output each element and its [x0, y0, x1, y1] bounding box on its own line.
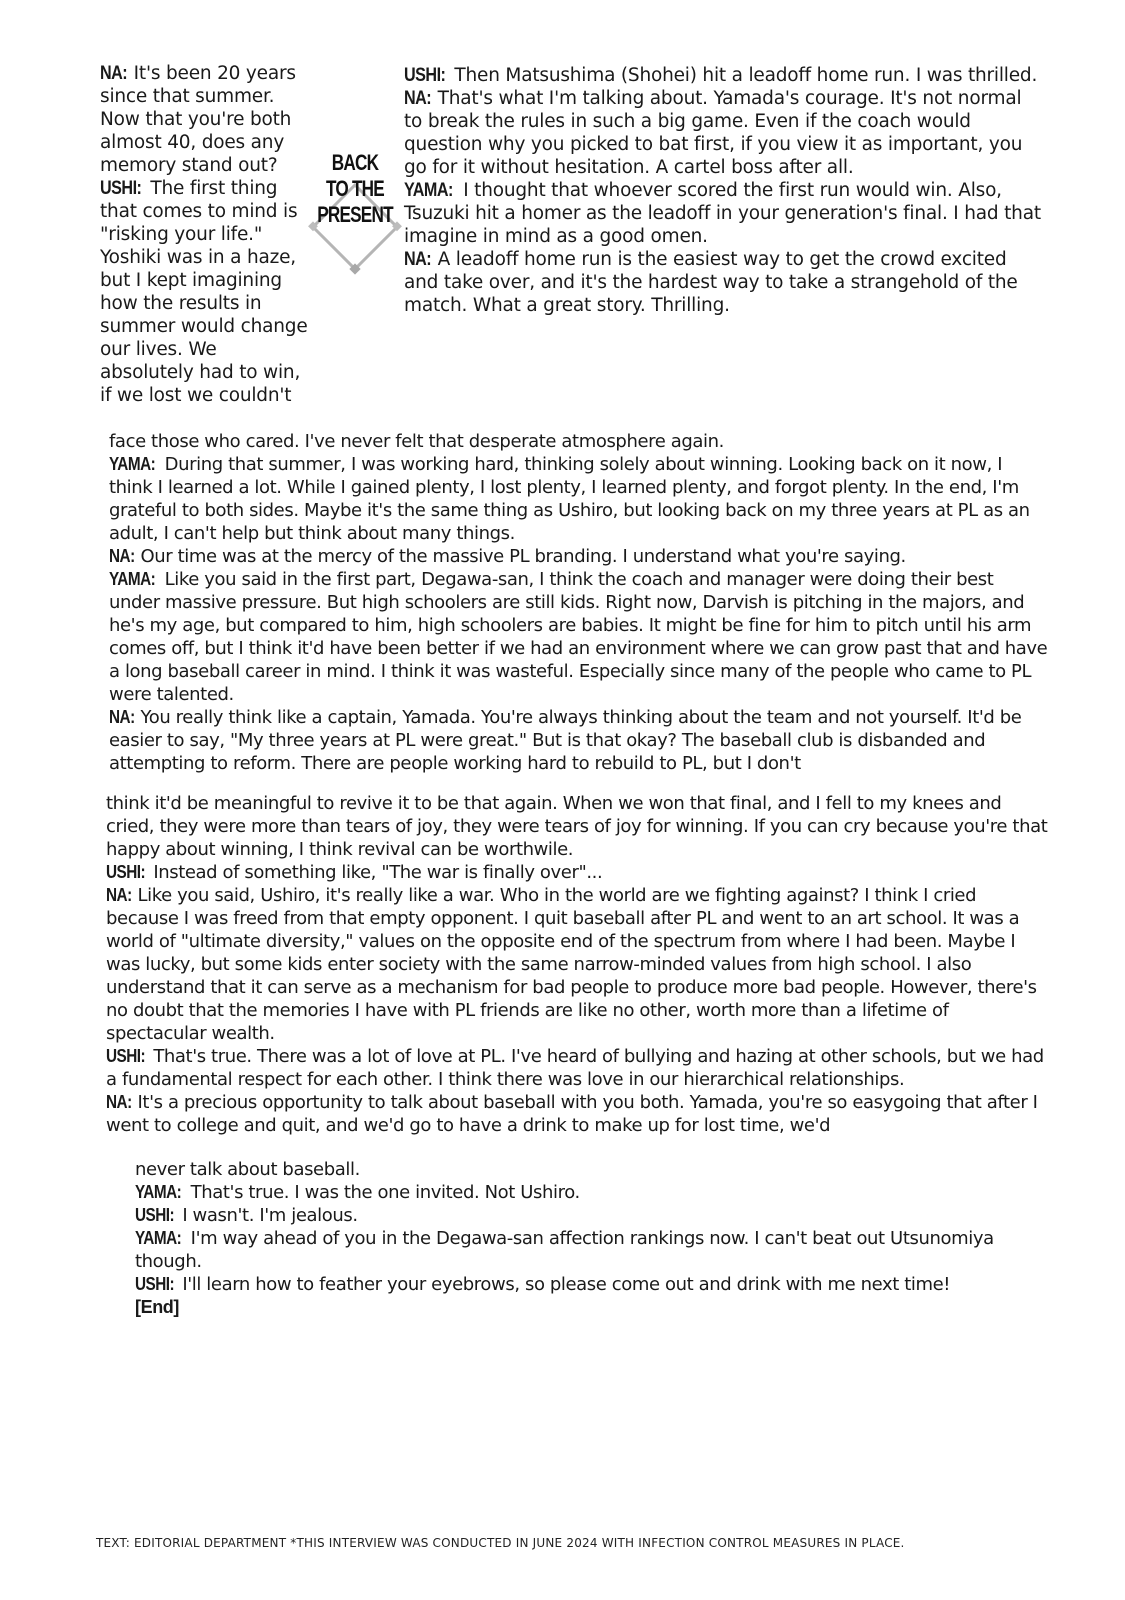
dialogue-line: [135, 1158, 1045, 1181]
speaker-label: YAMA:: [135, 1182, 182, 1202]
dialogue-line: [404, 248, 1044, 317]
dialogue-line: [100, 177, 310, 407]
speaker-label: USHI:: [106, 1046, 146, 1066]
dialogue-line: [109, 568, 1049, 706]
badge-line-3: PRESENT: [317, 202, 393, 227]
speaker-label: NA:: [100, 63, 128, 84]
dialogue-text: During that summer, I was working hard, thinking solely about winning. Looking back on it now, I think I learned a lot. While I gained plenty, I lost plenty, I learned plenty, and forgot plenty. In the end, I'm grateful to both sides. Maybe it's the same thing as Ushiro, but looking back on my three years at PL as an adult, I can't help but think about many things.: [109, 454, 1030, 544]
speaker-label: NA:: [106, 885, 132, 905]
dialogue-text: I'll learn how to feather your eyebrows, so please come out and drink with me next time!: [177, 1274, 951, 1295]
dialogue-text: I wasn't. I'm jealous.: [177, 1205, 358, 1226]
dialogue-line: [106, 1045, 1051, 1091]
speaker-label: USHI:: [404, 65, 446, 86]
badge-line-2: TO THE: [326, 176, 384, 201]
dialogue-text: That's true. I was the one invited. Not Ushiro.: [185, 1182, 580, 1203]
dialogue-text: Like you said, Ushiro, it's really like a war. Who in the world are we fighting against? I think I cried because I was freed from that empty opponent. I quit baseball after PL and went to an art school. It was a world of "ultimate diversity," values on the opposite end of the spectrum from where I had been. Maybe I was lucky, but some kids enter society with the same narrow-minded values from high school. I also understand that it can serve as a mechanism for bad people to produce more bad people. However, there's no doubt that the memories I have with PL friends are like no other, worth more than a lifetime of spectacular wealth.: [106, 885, 1037, 1044]
dialogue-text: Then Matsushima (Shohei) hit a leadoff home run. I was thrilled.: [448, 65, 1038, 86]
badge-line-1: BACK: [331, 150, 379, 175]
dialogue-text: Our time was at the mercy of the massive PL branding. I understand what you're saying.: [135, 546, 906, 567]
dialogue-text: never talk about baseball.: [135, 1159, 360, 1180]
dialogue-text: Instead of something like, "The war is finally over"...: [148, 862, 603, 883]
body-block-3: [135, 1158, 1045, 1319]
dialogue-text: The first thing that comes to mind is "risking your life." Yoshiki was in a haze, but I kept imagining how the results in summer would change our lives. We absolutely had to win, if we lost we couldn't: [100, 178, 308, 406]
dialogue-text: You really think like a captain, Yamada. You're always thinking about the team and not yourself. It'd be easier to say, "My three years at PL were great." But is that okay? The baseball club is disbanded and attempting to reform. There are people working hard to rebuild to PL, but I don't: [109, 707, 1022, 774]
dialogue-line: [106, 1091, 1051, 1137]
dialogue-line: [404, 87, 1044, 179]
dialogue-text: That's what I'm talking about. Yamada's courage. It's not normal to break the rules in such a big game. Even if the coach would question why you picked to bat first, if you view it as important, you go for it without hesitation. A cartel boss after all.: [404, 88, 1023, 178]
dialogue-text: think it'd be meaningful to revive it to be that again. When we won that final, and I fell to my knees and cried, they were more than tears of joy, they were tears of joy for winning. If you can cry because you're that happy about winning, I think revival can be worthwile.: [106, 793, 1048, 860]
speaker-label: YAMA:: [135, 1228, 182, 1248]
end-mark: [End]: [135, 1297, 179, 1317]
speaker-label: YAMA:: [404, 180, 453, 201]
speaker-label: USHI:: [106, 862, 146, 882]
dialogue-line: [135, 1181, 1045, 1204]
left-column: [100, 62, 310, 407]
speaker-label: NA:: [106, 1092, 132, 1112]
dialogue-line: [106, 884, 1051, 1045]
dialogue-line: [109, 430, 1049, 453]
speaker-label: NA:: [404, 249, 432, 270]
body-block-2: [106, 792, 1051, 1137]
dialogue-text: face those who cared. I've never felt that desperate atmosphere again.: [109, 431, 724, 452]
dialogue-line: [135, 1273, 1045, 1296]
dialogue-line: [135, 1227, 1045, 1273]
dialogue-line: [109, 706, 1049, 775]
dialogue-line: [109, 545, 1049, 568]
speaker-label: NA:: [109, 707, 135, 727]
speaker-label: YAMA:: [109, 454, 156, 474]
right-column: [404, 64, 1044, 317]
dialogue-line: [109, 453, 1049, 545]
speaker-label: YAMA:: [109, 569, 156, 589]
dialogue-line: [135, 1204, 1045, 1227]
footer-credit: TEXT: EDITORIAL DEPARTMENT *THIS INTERVIEW WAS CONDUCTED IN JUNE 2024 WITH INFECTION CONTROL MEASURES IN PLACE.: [96, 1536, 905, 1550]
dialogue-line: [100, 62, 310, 177]
dialogue-text: A leadoff home run is the easiest way to get the crowd excited and take over, and it's the hardest way to take a strangehold of the match. What a great story. Thrilling.: [404, 249, 1018, 316]
speaker-label: USHI:: [100, 178, 142, 199]
speaker-label: USHI:: [135, 1274, 175, 1294]
dialogue-text: That's true. There was a lot of love at PL. I've heard of bullying and hazing at other schools, but we had a fundamental respect for each other. I think there was love in our hierarchical relationships.: [106, 1046, 1044, 1090]
dialogue-line: [404, 179, 1044, 248]
dialogue-line: [106, 792, 1051, 861]
dialogue-text: I thought that whoever scored the first run would win. Also, Tsuzuki hit a homer as the leadoff in your generation's final. I had that imagine in mind as a good omen.: [404, 180, 1041, 247]
dialogue-line: [106, 861, 1051, 884]
badge-title: [316, 150, 394, 228]
dialogue-text: It's been 20 years since that summer. Now that you're both almost 40, does any memory stand out?: [100, 63, 296, 176]
speaker-label: NA:: [404, 88, 432, 109]
section-badge: [305, 145, 405, 275]
dialogue-text: I'm way ahead of you in the Degawa-san affection rankings now. I can't beat out Utsunomiya though.: [135, 1228, 994, 1272]
dialogue-text: Like you said in the first part, Degawa-san, I think the coach and manager were doing their best under massive pressure. But high schoolers are still kids. Right now, Darvish is pitching in the majors, and he's my age, but compared to him, high schoolers are babies. It might be fine for him to pitch until his arm comes off, but I think it'd have been better if we had an environment where we can grow past that and have a long baseball career in mind. I think it was wasteful. Especially since many of the people who came to PL were talented.: [109, 569, 1048, 705]
dialogue-line: [404, 64, 1044, 87]
dialogue-text: It's a precious opportunity to talk about baseball with you both. Yamada, you're so easygoing that after I went to college and quit, and we'd go to have a drink to make up for lost time, we'd: [106, 1092, 1038, 1136]
speaker-label: USHI:: [135, 1205, 175, 1225]
body-block-1: [109, 430, 1049, 775]
speaker-label: NA:: [109, 546, 135, 566]
